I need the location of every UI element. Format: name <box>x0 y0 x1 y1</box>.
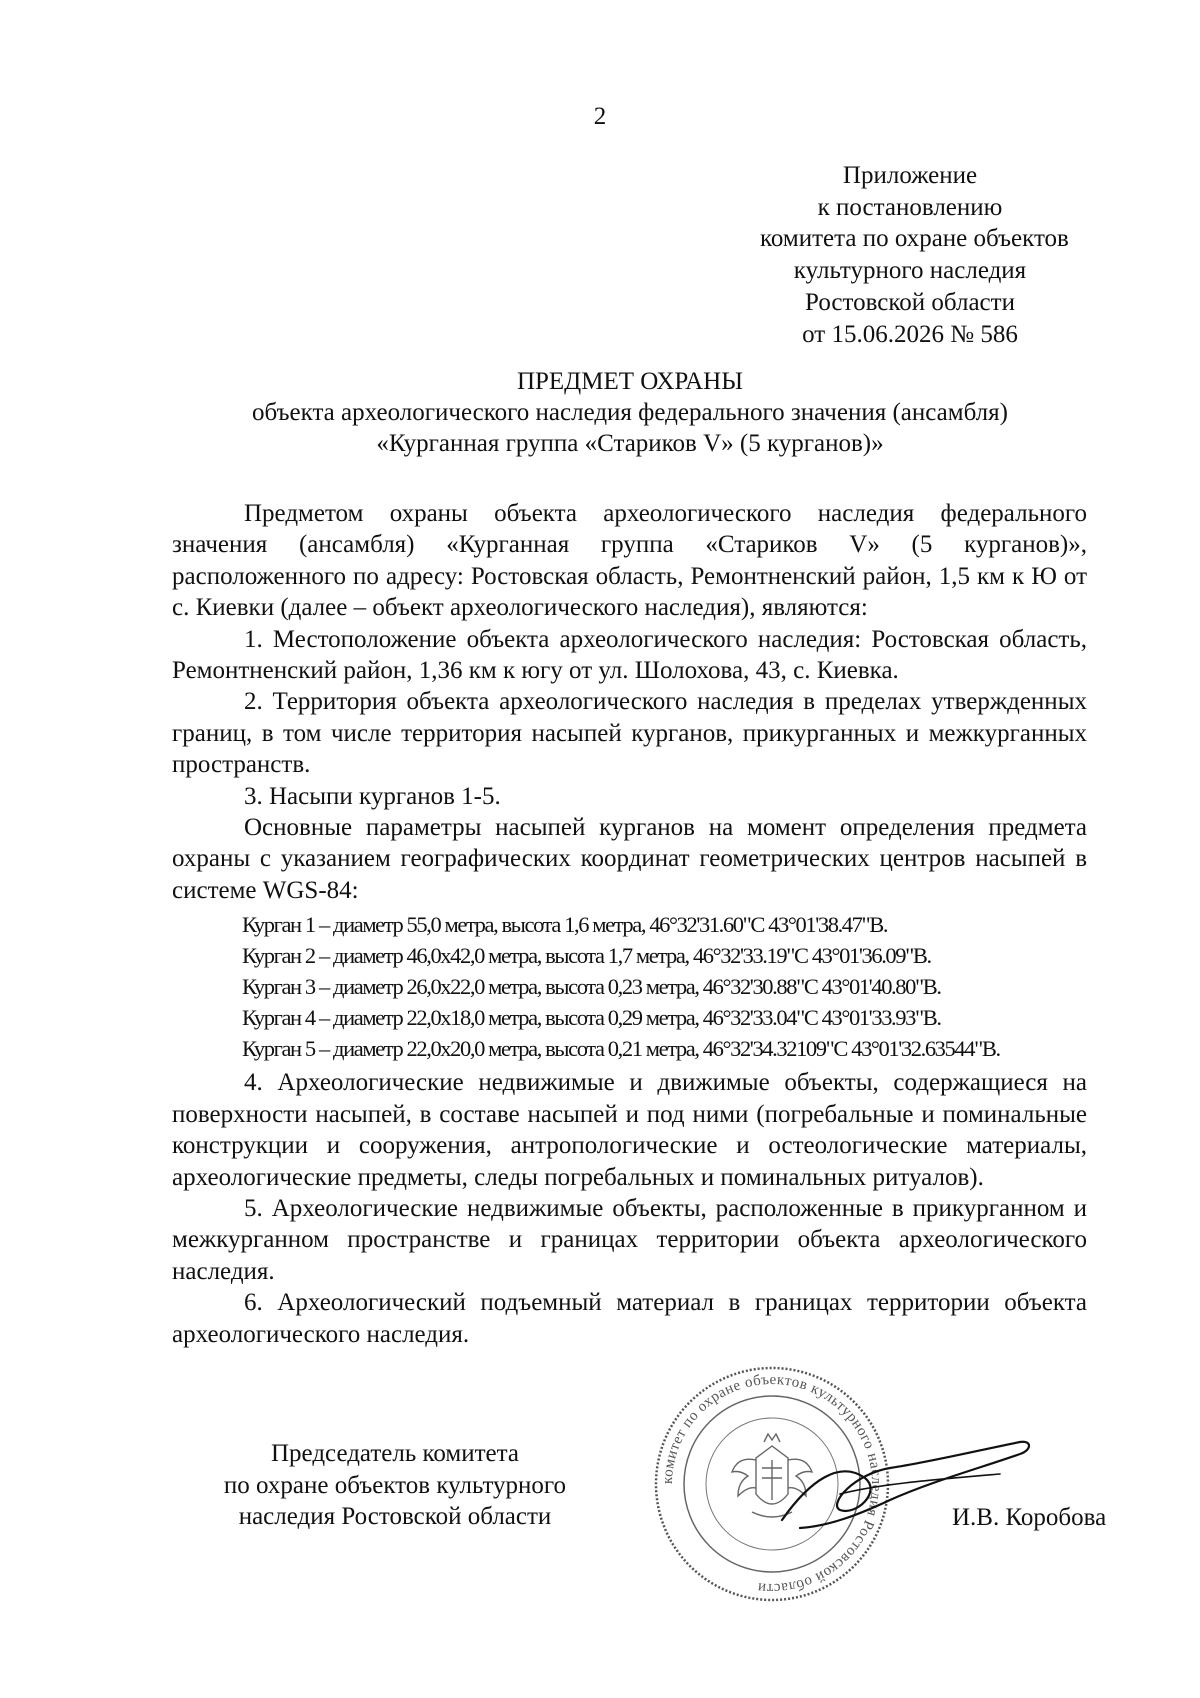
seal-outer-text: комитет по охране объектов культурного наследия Ростовской области <box>659 1371 885 1597</box>
item-territory: 2. Территория объекта археологического наследия в пределах утвержденных границ, в том числе территория насыпей курганов, прикурганных и межкурганных пространств. <box>172 688 1087 779</box>
intro-paragraph: Предметом охраны объекта археологического наследия федерального значения (ансамбля) «Курганная группа «Стариков V» (5 курганов)», расположенного по адресу: Ростовская область, Ремонтненский район, 1,5 км к Ю от с. Киевки (далее – объект археологического наследия), являются: <box>172 500 1087 622</box>
signatory-name: И.В. Коробова <box>952 1504 1107 1531</box>
document-title <box>170 366 1090 459</box>
item-location: 1. Местоположение объекта археологического наследия: Ростовская область, Ремонтненский район, 1,36 км к югу от ул. Шолохова, 43, с. Киевка. <box>172 625 1087 685</box>
mound-entry: Курган 1 – диаметр 55,0 метра, высота 1,6 метра, 46°32'31.60"С 43°01'38.47"В. <box>242 912 888 938</box>
mound-entry: Курган 5 – диаметр 22,0х20,0 метра, высота 0,21 метра, 46°32'34.32109"С 43°01'32.63544"В. <box>242 1036 1000 1062</box>
mound-entry: Курган 3 – диаметр 26,0х22,0 метра, высота 0,23 метра, 46°32'30.88"С 43°01'40.80"В. <box>242 974 941 1000</box>
appendix-line: Ростовской области <box>805 288 1015 316</box>
signatory-position <box>180 1438 610 1533</box>
item-immovable-objects: 5. Археологические недвижимые объекты, расположенные в прикурганном и межкурганном пространстве и границах территории объекта археологического наследия. <box>172 1194 1087 1285</box>
position-line: наследия Ростовской области <box>238 1503 552 1530</box>
item-surface-material: 6. Археологический подъемный материал в границах территории объекта археологического наследия. <box>172 1289 1087 1348</box>
appendix-line: от 15.06.2026 № 586 <box>802 320 1018 348</box>
appendix-line: культурного наследия <box>793 257 1027 285</box>
document-body <box>172 498 1087 1350</box>
page-number: 2 <box>593 103 607 130</box>
title-heading: ПРЕДМЕТ ОХРАНЫ <box>516 368 744 395</box>
appendix-line: Приложение <box>842 162 978 189</box>
title-subtitle-line: «Курганная группа «Стариков V» (5 курганов)» <box>376 430 884 457</box>
appendix-line: к постановлению <box>817 193 1003 221</box>
appendix-line: комитета по охране объектов <box>760 225 1069 253</box>
position-line: Председатель комитета <box>271 1440 519 1467</box>
mound-list <box>172 909 1087 1064</box>
title-subtitle-line: объекта археологического наследия федерального значения (ансамбля) <box>252 399 1008 426</box>
appendix-header <box>760 160 1069 350</box>
mound-entry: Курган 2 – диаметр 46,0х42,0 метра, высота 1,7 метра, 46°32'33.19"С 43°01'36.09"В. <box>242 943 931 969</box>
position-line: по охране объектов культурного <box>223 1471 567 1499</box>
item-objects: 4. Археологические недвижимые и движимые объекты, содержащиеся на поверхности насыпей, в составе насыпей и под ними (погребальные и поминальные конструкции и сооружения, антропологические и остеологические материалы, археологические предметы, следы погребальных и поминальных ритуалов). <box>172 1069 1087 1191</box>
params-paragraph: Основные параметры насыпей курганов на момент определения предмета охраны с указанием географических координат геометрических центров насыпей в системе WGS-84: <box>172 814 1087 904</box>
mound-entry: Курган 4 – диаметр 22,0х18,0 метра, высота 0,29 метра, 46°32'33.04"С 43°01'33.93"В. <box>242 1005 941 1031</box>
item-mounds: 3. Насыпи курганов 1-5. <box>244 782 501 810</box>
